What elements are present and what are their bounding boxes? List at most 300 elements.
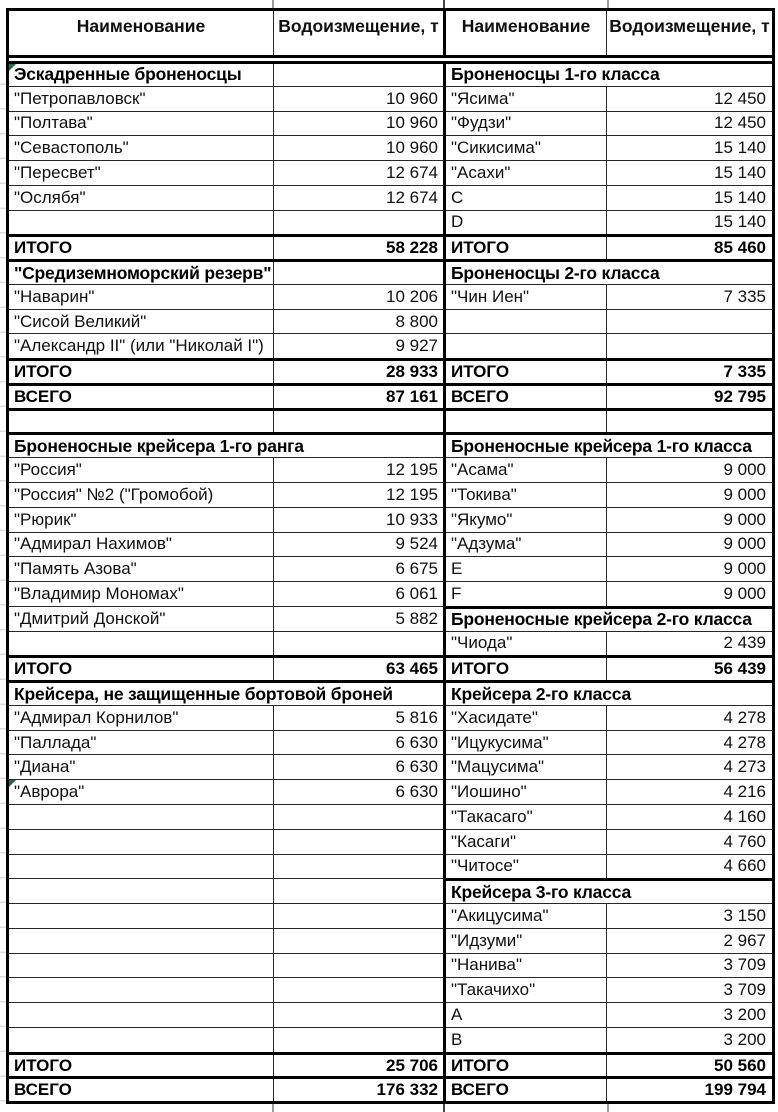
row-left-half [9, 804, 446, 829]
ship-name-cell[interactable]: "Россия" [9, 458, 274, 482]
row-left-half [9, 606, 446, 631]
section-header-cell[interactable]: Броненосные крейсера 1-го класса [451, 435, 752, 456]
row-left-half [9, 284, 446, 309]
section-header-cell[interactable]: Броненосные крейсера 1-го ранга [14, 435, 304, 456]
row-right-half [446, 457, 772, 482]
displacement-cell[interactable]: 9 000 [723, 559, 766, 579]
displacement-cell[interactable]: 6 630 [395, 732, 438, 752]
total-label-cell[interactable]: ИТОГО [9, 1055, 274, 1077]
row-right-half [446, 804, 772, 829]
ship-name-cell[interactable]: "Такачихо" [446, 978, 607, 1002]
section-header-cell[interactable]: Броненосные крейсера 2-го класса [451, 609, 752, 630]
ship-name-cell[interactable]: "Асама" [446, 458, 607, 482]
total-value-cell[interactable]: 25 706 [386, 1055, 438, 1075]
row-right-half [446, 631, 772, 656]
displacement-cell[interactable]: 12 674 [386, 187, 438, 207]
row-right-half [446, 878, 772, 903]
row-left-half [9, 532, 446, 557]
table-row [9, 754, 772, 779]
displacement-cell[interactable]: 6 630 [395, 757, 438, 777]
total-label-cell[interactable]: ИТОГО [9, 658, 274, 680]
row-left-half [9, 829, 446, 854]
gridline-stub [443, 1104, 445, 1112]
row-left-half [9, 556, 446, 581]
total-label-cell[interactable]: ИТОГО [446, 361, 607, 383]
empty-cell[interactable] [446, 334, 607, 358]
table-row [9, 779, 772, 804]
row-left-half [9, 111, 446, 136]
ship-name-cell[interactable]: "Адмирал Нахимов" [9, 533, 274, 557]
empty-cell[interactable] [9, 805, 274, 829]
empty-cell[interactable] [9, 411, 274, 433]
displacement-cell[interactable]: 8 800 [395, 311, 438, 331]
displacement-cell[interactable]: 10 933 [386, 509, 438, 529]
empty-cell[interactable] [9, 1003, 274, 1027]
empty-cell[interactable] [274, 855, 443, 879]
total-value-cell[interactable]: 199 794 [704, 1080, 766, 1100]
table-row [9, 135, 772, 160]
empty-cell[interactable] [274, 1003, 443, 1027]
gridline-stub [272, 0, 274, 8]
table-row [9, 1052, 772, 1077]
ship-name-cell[interactable]: "Чин Иен" [446, 285, 607, 309]
displacement-cell[interactable]: 9 524 [395, 534, 438, 554]
row-left-half [9, 482, 446, 507]
total-value-cell[interactable]: 85 460 [714, 238, 766, 258]
table-row [9, 680, 772, 705]
row-left-half [9, 234, 446, 259]
green-corner-marker-icon [9, 64, 16, 71]
empty-cell[interactable] [9, 855, 274, 879]
empty-cell[interactable] [274, 879, 443, 903]
row-left-half [9, 259, 446, 284]
table-row [9, 854, 772, 879]
total-label-cell[interactable]: ВСЕГО [9, 1079, 274, 1101]
table-row [9, 1076, 772, 1101]
total-label-cell[interactable]: ВСЕГО [446, 1079, 607, 1101]
row-right-half [446, 383, 772, 408]
row-right-half [446, 135, 772, 160]
displacement-cell[interactable] [274, 64, 443, 86]
ships-displacement-table [6, 8, 775, 1104]
empty-cell[interactable] [607, 334, 772, 358]
column-header-displacement-left[interactable]: Водоизмещение, т [278, 16, 439, 36]
row-left-half [9, 507, 446, 532]
row-right-half [446, 655, 772, 680]
row-left-half [9, 457, 446, 482]
row-right-half [446, 1076, 772, 1101]
total-value-cell[interactable]: 176 332 [376, 1080, 438, 1100]
table-row [9, 532, 772, 557]
row-left-half [9, 408, 446, 433]
ship-name-cell[interactable]: "Адзума" [446, 533, 607, 557]
empty-cell[interactable] [446, 411, 607, 433]
row-right-half [446, 111, 772, 136]
row-right-half [446, 606, 772, 631]
empty-cell[interactable] [9, 211, 274, 235]
displacement-cell[interactable]: 4 160 [723, 806, 766, 826]
displacement-cell[interactable]: 4 216 [723, 782, 766, 802]
total-label-cell[interactable]: ИТОГО [9, 361, 274, 383]
table-row [9, 953, 772, 978]
row-left-half [9, 86, 446, 111]
ship-name-cell[interactable]: "Мацусима" [446, 755, 607, 779]
table-row [9, 284, 772, 309]
row-right-half [446, 754, 772, 779]
row-right-half [446, 705, 772, 730]
total-label-cell[interactable]: ИТОГО [446, 1055, 607, 1077]
ship-name-cell[interactable]: B [446, 1028, 607, 1052]
table-row [9, 1002, 772, 1027]
empty-cell[interactable] [607, 310, 772, 334]
row-right-half [446, 953, 772, 978]
table-row [9, 829, 772, 854]
row-left-half [9, 61, 446, 86]
row-right-half [446, 730, 772, 755]
table-row [9, 185, 772, 210]
displacement-cell[interactable]: 3 200 [723, 1004, 766, 1024]
column-header-name-left[interactable]: Наименование [9, 11, 274, 55]
row-right-half [446, 1052, 772, 1077]
header-right-half [446, 11, 772, 55]
ship-name-cell[interactable]: "Такасаго" [446, 805, 607, 829]
section-header-cell[interactable]: Эскадренные броненосцы [9, 64, 274, 86]
table-row [9, 928, 772, 953]
table-row [9, 1027, 772, 1052]
row-right-half [446, 507, 772, 532]
total-label-cell[interactable]: ИТОГО [446, 658, 607, 680]
gridline-stub [443, 0, 445, 8]
column-header-displacement-right[interactable]: Водоизмещение, т [609, 16, 770, 36]
empty-cell[interactable] [9, 632, 274, 656]
displacement-cell[interactable]: 10 960 [386, 113, 438, 133]
table-row [9, 457, 772, 482]
displacement-cell[interactable]: 9 000 [723, 509, 766, 529]
row-left-half [9, 432, 446, 457]
header-left-half [9, 11, 446, 55]
ship-name-cell[interactable]: "Адмирал Корнилов" [9, 706, 274, 730]
displacement-cell[interactable]: 4 278 [723, 707, 766, 727]
displacement-cell[interactable]: 9 927 [395, 336, 438, 356]
row-right-half [446, 1027, 772, 1052]
ship-name-cell[interactable]: "Петропавловск" [9, 87, 274, 111]
displacement-cell[interactable]: 3 200 [723, 1029, 766, 1049]
row-left-half [9, 878, 446, 903]
row-left-half [9, 1002, 446, 1027]
section-header-cell[interactable]: "Средиземноморский резерв" [9, 262, 274, 284]
empty-cell[interactable] [274, 904, 443, 928]
table-row [9, 210, 772, 235]
row-right-half [446, 903, 772, 928]
table-row [9, 333, 772, 358]
ship-name-cell[interactable]: "Хасидате" [446, 706, 607, 730]
displacement-cell[interactable]: 5 816 [395, 707, 438, 727]
displacement-cell[interactable]: 15 140 [714, 162, 766, 182]
row-left-half [9, 1052, 446, 1077]
row-left-half [9, 730, 446, 755]
displacement-cell[interactable]: 6 630 [395, 782, 438, 802]
ship-name-cell[interactable]: A [446, 1003, 607, 1027]
table-row [9, 655, 772, 680]
row-right-half [446, 284, 772, 309]
total-value-cell[interactable]: 87 161 [386, 386, 438, 406]
row-right-half [446, 556, 772, 581]
table-row [9, 160, 772, 185]
table-row [9, 903, 772, 928]
ship-name-cell[interactable]: C [446, 186, 607, 210]
table-row [9, 383, 772, 408]
row-left-half [9, 631, 446, 656]
total-value-cell[interactable]: 58 228 [386, 238, 438, 258]
row-right-half [446, 309, 772, 334]
ship-name-cell[interactable]: "Касаги" [446, 830, 607, 854]
table-row [9, 408, 772, 433]
displacement-cell[interactable]: 2 967 [723, 930, 766, 950]
displacement-cell[interactable]: 6 675 [395, 559, 438, 579]
row-left-half [9, 160, 446, 185]
displacement-cell[interactable]: 12 195 [386, 460, 438, 480]
displacement-cell[interactable]: 4 660 [723, 856, 766, 876]
displacement-cell[interactable]: 15 140 [714, 187, 766, 207]
displacement-cell[interactable]: 10 206 [386, 286, 438, 306]
empty-cell[interactable] [274, 632, 443, 656]
total-value-cell[interactable]: 50 560 [714, 1055, 766, 1075]
ship-name-cell[interactable]: "Асахи" [446, 161, 607, 185]
ship-name-cell[interactable]: "Пересвет" [9, 161, 274, 185]
displacement-cell[interactable]: 9 000 [723, 583, 766, 603]
table-row [9, 804, 772, 829]
section-header-cell[interactable]: Броненосцы 1-го класса [451, 64, 660, 85]
table-row [9, 111, 772, 136]
ship-name-cell[interactable]: "Александр II" (или "Николай I") [9, 334, 274, 358]
empty-cell[interactable] [274, 411, 443, 433]
total-value-cell[interactable]: 7 335 [723, 362, 766, 382]
table-row [9, 234, 772, 259]
empty-cell[interactable] [274, 929, 443, 953]
ship-name-cell[interactable]: "Ясима" [446, 87, 607, 111]
row-left-half [9, 333, 446, 358]
displacement-cell[interactable]: 2 439 [723, 633, 766, 653]
empty-cell[interactable] [9, 879, 274, 903]
row-right-half [446, 86, 772, 111]
table-row [9, 61, 772, 86]
green-corner-marker-icon [9, 780, 16, 787]
row-right-half [446, 61, 772, 86]
ship-name-cell[interactable]: "Диана" [9, 755, 274, 779]
displacement-cell[interactable]: 9 000 [723, 460, 766, 480]
empty-cell[interactable] [274, 211, 443, 235]
row-left-half [9, 854, 446, 879]
displacement-cell[interactable]: 12 450 [714, 88, 766, 108]
row-right-half [446, 234, 772, 259]
row-left-half [9, 680, 446, 705]
ship-name-cell[interactable]: "Владимир Мономах" [9, 582, 274, 606]
row-right-half [446, 259, 772, 284]
empty-cell[interactable] [9, 830, 274, 854]
row-left-half [9, 705, 446, 730]
row-left-half [9, 185, 446, 210]
row-left-half [9, 928, 446, 953]
row-right-half [446, 829, 772, 854]
displacement-cell[interactable]: 9 000 [723, 534, 766, 554]
column-header-name-right[interactable]: Наименование [446, 11, 607, 55]
table-row [9, 631, 772, 656]
ship-name-cell[interactable]: "Дмитрий Донской" [9, 607, 274, 631]
ship-name-cell[interactable]: "Память Азова" [9, 557, 274, 581]
table-row [9, 432, 772, 457]
table-body [9, 61, 772, 1101]
gridline-stub [607, 0, 609, 8]
empty-cell[interactable] [9, 954, 274, 978]
ship-name-cell[interactable]: "Идзуми" [446, 929, 607, 953]
row-right-half [446, 581, 772, 606]
row-right-half [446, 779, 772, 804]
displacement-cell[interactable]: 4 760 [723, 831, 766, 851]
gridline-stub [607, 1104, 609, 1112]
total-value-cell[interactable]: 28 933 [386, 362, 438, 382]
table-row [9, 507, 772, 532]
ship-name-cell[interactable]: "Нанива" [446, 954, 607, 978]
row-left-half [9, 754, 446, 779]
displacement-cell[interactable]: 12 450 [714, 113, 766, 133]
table-row [9, 606, 772, 631]
empty-cell[interactable] [607, 411, 772, 433]
table-row [9, 86, 772, 111]
row-right-half [446, 928, 772, 953]
row-right-half [446, 432, 772, 457]
table-row [9, 358, 772, 383]
row-right-half [446, 977, 772, 1002]
row-right-half [446, 160, 772, 185]
table-row [9, 581, 772, 606]
ship-name-cell[interactable]: "Ицукусима" [446, 731, 607, 755]
displacement-cell[interactable]: 3 709 [723, 955, 766, 975]
ship-name-cell[interactable]: E [446, 557, 607, 581]
row-right-half [446, 210, 772, 235]
row-right-half [446, 854, 772, 879]
total-label-cell[interactable]: ИТОГО [9, 237, 274, 259]
ship-name-cell[interactable]: "Севастополь" [9, 136, 274, 160]
section-header-cell[interactable]: Крейсера 3-го класса [451, 881, 632, 902]
row-left-half [9, 1027, 446, 1052]
ship-name-cell[interactable]: "Якумо" [446, 508, 607, 532]
displacement-cell[interactable] [274, 262, 443, 284]
empty-cell[interactable] [9, 978, 274, 1002]
displacement-cell[interactable]: 15 140 [714, 138, 766, 158]
ship-name-cell[interactable]: "Фудзи" [446, 112, 607, 136]
ship-name-cell[interactable]: "Токива" [446, 483, 607, 507]
total-value-cell[interactable]: 63 465 [386, 659, 438, 679]
total-label-cell[interactable]: ВСЕГО [446, 386, 607, 408]
ship-name-cell[interactable]: "Россия" №2 ("Громобой) [9, 483, 274, 507]
displacement-cell[interactable]: 9 000 [723, 484, 766, 504]
displacement-cell[interactable]: 4 278 [723, 732, 766, 752]
total-value-cell[interactable]: 56 439 [714, 659, 766, 679]
ship-name-cell[interactable]: D [446, 211, 607, 235]
displacement-cell[interactable]: 10 960 [386, 138, 438, 158]
ship-name-cell[interactable]: "Сисой Великий" [9, 310, 274, 334]
row-left-half [9, 358, 446, 383]
ship-name-cell[interactable]: "Рюрик" [9, 508, 274, 532]
empty-cell[interactable] [274, 830, 443, 854]
ship-name-cell[interactable]: "Чиода" [446, 632, 607, 656]
section-header-cell[interactable]: Крейсера, не защищенные бортовой броней [14, 683, 393, 704]
ship-name-cell[interactable]: "Полтава" [9, 112, 274, 136]
row-right-half [446, 680, 772, 705]
table-row [9, 878, 772, 903]
ship-name-cell[interactable]: "Паллада" [9, 731, 274, 755]
total-value-cell[interactable]: 92 795 [714, 386, 766, 406]
displacement-cell[interactable]: 10 960 [386, 88, 438, 108]
row-left-half [9, 309, 446, 334]
row-left-half [9, 581, 446, 606]
row-left-half [9, 655, 446, 680]
row-right-half [446, 185, 772, 210]
section-header-cell[interactable]: Крейсера 2-го класса [451, 683, 632, 704]
table-row [9, 977, 772, 1002]
row-right-half [446, 358, 772, 383]
displacement-cell[interactable]: 12 195 [386, 484, 438, 504]
row-right-half [446, 1002, 772, 1027]
table-row [9, 309, 772, 334]
ship-name-cell[interactable]: F [446, 582, 607, 606]
empty-cell[interactable] [9, 904, 274, 928]
empty-cell[interactable] [274, 978, 443, 1002]
ship-name-cell[interactable]: "Читосе" [446, 855, 607, 879]
empty-cell[interactable] [446, 310, 607, 334]
ship-name-cell[interactable]: "Акицусима" [446, 904, 607, 928]
displacement-cell[interactable]: 5 882 [395, 608, 438, 628]
row-left-half [9, 383, 446, 408]
row-left-half [9, 779, 446, 804]
displacement-cell[interactable]: 12 674 [386, 162, 438, 182]
displacement-cell[interactable]: 4 273 [723, 757, 766, 777]
row-right-half [446, 532, 772, 557]
ship-name-cell[interactable]: "Аврора" [9, 780, 274, 804]
empty-cell[interactable] [9, 929, 274, 953]
empty-cell[interactable] [274, 954, 443, 978]
table-row [9, 259, 772, 284]
ship-name-cell[interactable]: "Иошино" [446, 780, 607, 804]
row-right-half [446, 482, 772, 507]
row-left-half [9, 135, 446, 160]
table-row [9, 730, 772, 755]
displacement-cell[interactable]: 3 150 [723, 905, 766, 925]
table-row [9, 556, 772, 581]
row-left-half [9, 977, 446, 1002]
table-row [9, 705, 772, 730]
displacement-cell[interactable]: 7 335 [723, 286, 766, 306]
ship-name-cell[interactable]: "Наварин" [9, 285, 274, 309]
total-label-cell[interactable]: ВСЕГО [9, 386, 274, 408]
section-header-cell[interactable]: Броненосцы 2-го класса [451, 262, 660, 283]
table-row [9, 482, 772, 507]
row-left-half [9, 903, 446, 928]
table-header-row [9, 11, 772, 58]
empty-cell[interactable] [9, 1028, 274, 1052]
displacement-cell[interactable]: 15 140 [714, 212, 766, 232]
displacement-cell[interactable]: 6 061 [395, 583, 438, 603]
row-right-half [446, 333, 772, 358]
empty-cell[interactable] [274, 805, 443, 829]
ship-name-cell[interactable]: "Сикисима" [446, 136, 607, 160]
ship-name-cell[interactable]: "Ослябя" [9, 186, 274, 210]
total-label-cell[interactable]: ИТОГО [446, 237, 607, 259]
row-left-half [9, 210, 446, 235]
empty-cell[interactable] [274, 1028, 443, 1052]
displacement-cell[interactable]: 3 709 [723, 980, 766, 1000]
row-right-half [446, 408, 772, 433]
